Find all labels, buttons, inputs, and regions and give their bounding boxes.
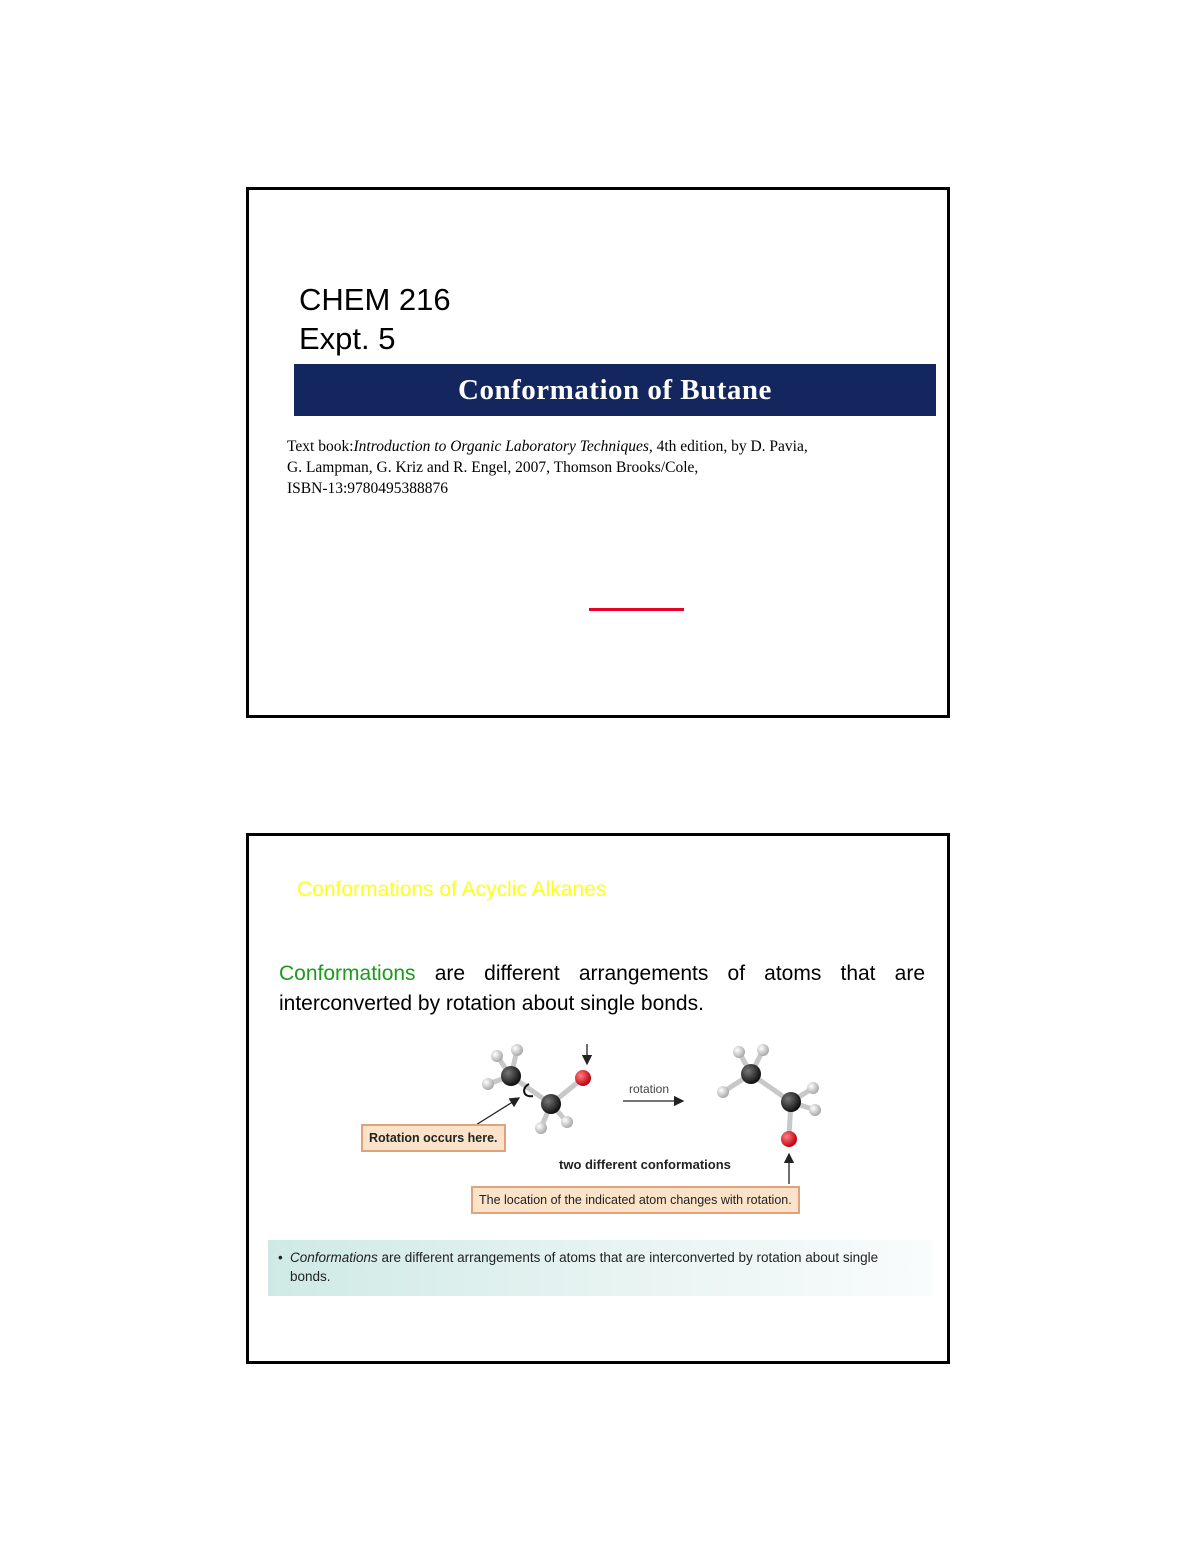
summary-rest: are different arrangements of atoms that are interconverted by rotation about single bonds.: [290, 1250, 879, 1284]
hydrogen-atom: [535, 1122, 547, 1134]
hydrogen-atom: [482, 1078, 494, 1090]
ref-prefix: Text book:: [287, 438, 354, 455]
hydrogen-atom: [561, 1116, 573, 1128]
rotation-callout: Rotation occurs here.: [361, 1124, 506, 1152]
hydrogen-atom: [511, 1044, 523, 1056]
slide-2: [246, 833, 950, 1364]
oxygen-atom: [781, 1131, 797, 1147]
conformation-figure: [361, 1036, 841, 1221]
title-banner: Conformation of Butane: [294, 364, 936, 416]
rotation-label: rotation: [629, 1082, 670, 1096]
bullet-icon: •: [278, 1250, 283, 1265]
hydrogen-atom: [809, 1104, 821, 1116]
right-molecule-bonds: [723, 1050, 815, 1136]
definition-term: Conformations: [279, 962, 416, 985]
carbon-atom: [541, 1094, 561, 1114]
hydrogen-atom: [717, 1086, 729, 1098]
slide-title: Conformations of Acyclic Alkanes: [297, 878, 607, 901]
hydrogen-atom: [757, 1044, 769, 1056]
ref-line3: ISBN-13:9780495388876: [287, 480, 449, 497]
course-code: CHEM 216: [299, 282, 451, 317]
experiment-number: Expt. 5: [299, 321, 396, 356]
hydrogen-atom: [733, 1046, 745, 1058]
course-heading: [299, 280, 451, 358]
ref-book-title: Introduction to Organic Laboratory Techniques: [353, 438, 649, 455]
textbook-reference: [287, 436, 907, 499]
ref-line2: G. Lampman, G. Kriz and R. Engel, 2007, Thomson Brooks/Cole,: [287, 459, 699, 476]
slide-1: [246, 187, 950, 718]
hydrogen-atom: [491, 1050, 503, 1062]
summary-term: Conformations: [290, 1250, 378, 1265]
summary-box: [268, 1240, 931, 1296]
definition-text: [279, 959, 925, 1019]
ref-line1-rest: , 4th edition, by D. Pavia,: [648, 438, 808, 455]
oxygen-atom: [575, 1070, 591, 1086]
carbon-atom: [501, 1066, 521, 1086]
location-callout: The location of the indicated atom changes with rotation.: [471, 1186, 800, 1214]
definition-rest: are different arrangements of atoms that are interconverted by rotation about single bonds.: [279, 962, 925, 1015]
carbon-atom: [781, 1092, 801, 1112]
accent-line: [589, 608, 684, 611]
hydrogen-atom: [807, 1082, 819, 1094]
carbon-atom: [741, 1064, 761, 1084]
figure-caption: two different conformations: [559, 1157, 731, 1172]
